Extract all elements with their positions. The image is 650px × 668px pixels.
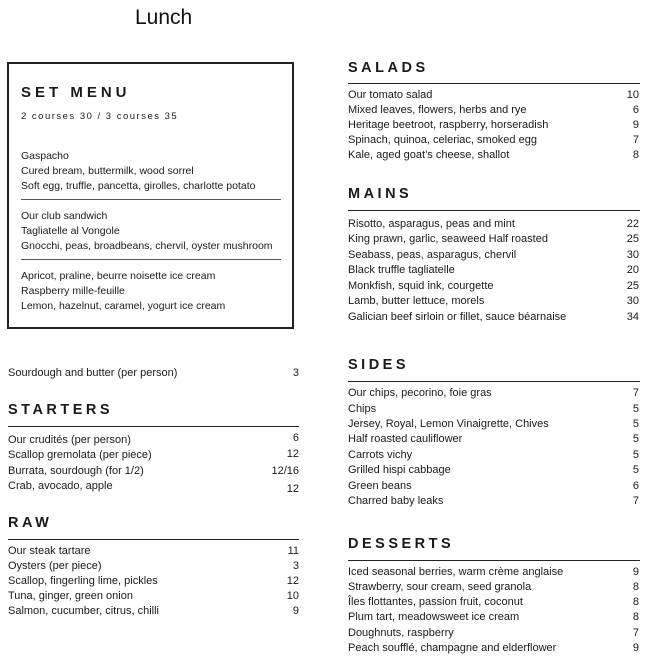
sides-item: Jersey, Royal, Lemon Vinaigrette, Chives: [348, 418, 549, 430]
set-menu-item: Soft egg, truffle, pancetta, girolles, charlotte potato: [21, 180, 256, 192]
starters-price: 12: [286, 483, 299, 495]
mains-price: 30: [626, 295, 639, 307]
raw-price: 11: [287, 545, 299, 557]
starters-rule: [8, 426, 299, 427]
set-menu-heading: SET MENU: [21, 84, 131, 101]
raw-heading: RAW: [8, 515, 53, 531]
desserts-price: 8: [632, 581, 639, 593]
sides-price: 5: [632, 433, 639, 445]
sides-item: Green beans: [348, 480, 412, 492]
raw-price: 10: [286, 590, 299, 602]
set-menu-item: Apricot, praline, beurre noisette ice cream: [21, 270, 216, 282]
set-menu-divider: [21, 199, 281, 200]
bread-price: 3: [292, 367, 299, 379]
raw-item: Our steak tartare: [8, 545, 91, 557]
sides-item: Charred baby leaks: [348, 495, 444, 507]
set-menu-divider: [21, 259, 281, 260]
raw-item: Scallop, fingerling lime, pickles: [8, 575, 158, 587]
desserts-item: Strawberry, sour cream, seed granola: [348, 581, 532, 593]
desserts-rule: [348, 560, 640, 561]
salads-item: Mixed leaves, flowers, herbs and rye: [348, 104, 527, 116]
starters-heading: STARTERS: [8, 402, 114, 418]
set-menu-item: Raspberry mille-feuille: [21, 285, 125, 297]
sides-price: 5: [632, 403, 639, 415]
mains-heading: MAINS: [348, 186, 413, 202]
bread-item: Sourdough and butter (per person): [8, 367, 178, 379]
desserts-item: Peach soufflé, champagne and elderflower: [348, 642, 557, 654]
desserts-price: 8: [632, 611, 639, 623]
sides-price: 5: [632, 464, 639, 476]
desserts-price: 9: [632, 642, 639, 654]
salads-price: 8: [632, 149, 639, 161]
sides-item: Half roasted cauliflower: [348, 433, 463, 445]
starters-item: Burrata, sourdough (for 1/2): [8, 465, 144, 477]
starters-price: 6: [292, 432, 299, 444]
starters-price: 12/16: [271, 465, 299, 477]
starters-item: Scallop gremolata (per piece): [8, 449, 152, 461]
set-menu-item: Gnocchi, peas, broadbeans, chervil, oyster mushroom: [21, 240, 273, 252]
mains-price: 22: [626, 218, 639, 230]
mains-item: Risotto, asparagus, peas and mint: [348, 218, 515, 230]
raw-item: Oysters (per piece): [8, 560, 102, 572]
starters-price: 12: [286, 448, 299, 460]
mains-price: 20: [626, 264, 639, 276]
sides-price: 5: [632, 418, 639, 430]
sides-heading: SIDES: [348, 357, 410, 373]
set-menu-item: Gaspacho: [21, 150, 69, 162]
mains-price: 25: [626, 233, 639, 245]
raw-rule: [8, 539, 299, 540]
desserts-price: 7: [632, 627, 639, 639]
raw-item: Salmon, cucumber, citrus, chilli: [8, 605, 159, 617]
desserts-item: Iced seasonal berries, warm crème anglaise: [348, 566, 564, 578]
salads-item: Kale, aged goat’s cheese, shallot: [348, 149, 510, 161]
sides-item: Our chips, pecorino, foie gras: [348, 387, 492, 399]
salads-price: 10: [626, 89, 639, 101]
set-menu-pricing: 2 courses 30 / 3 courses 35: [21, 111, 179, 122]
raw-price: 12: [286, 575, 299, 587]
salads-price: 9: [632, 119, 639, 131]
desserts-price: 8: [632, 596, 639, 608]
set-menu-item: Tagliatelle al Vongole: [21, 225, 120, 237]
salads-item: Our tomato salad: [348, 89, 433, 101]
set-menu-item: Lemon, hazelnut, caramel, yogurt ice cream: [21, 300, 226, 312]
salads-price: 7: [632, 134, 639, 146]
mains-item: Galician beef sirloin or fillet, sauce béarnaise: [348, 311, 567, 323]
salads-item: Spinach, quinoa, celeriac, smoked egg: [348, 134, 537, 146]
raw-item: Tuna, ginger, green onion: [8, 590, 133, 602]
sides-item: Grilled hispi cabbage: [348, 464, 451, 476]
page-title: Lunch: [135, 6, 193, 29]
set-menu-item: Cured bream, buttermilk, wood sorrel: [21, 165, 194, 177]
sides-price: 5: [632, 449, 639, 461]
desserts-price: 9: [632, 566, 639, 578]
starters-item: Crab, avocado, apple: [8, 480, 113, 492]
set-menu-item: Our club sandwich: [21, 210, 108, 222]
salads-price: 6: [632, 104, 639, 116]
sides-item: Chips: [348, 403, 377, 415]
set-menu-box: [7, 62, 294, 329]
mains-item: Seabass, peas, asparagus, chervil: [348, 249, 517, 261]
mains-item: Black truffle tagliatelle: [348, 264, 455, 276]
sides-rule: [348, 381, 640, 382]
mains-price: 34: [626, 311, 639, 323]
sides-price: 7: [632, 387, 639, 399]
sides-item: Carrots vichy: [348, 449, 413, 461]
starters-item: Our crudités (per person): [8, 434, 131, 446]
desserts-item: Doughnuts, raspberry: [348, 627, 454, 639]
mains-item: King prawn, garlic, seaweed Half roasted: [348, 233, 548, 245]
salads-rule: [348, 83, 640, 84]
mains-price: 25: [626, 280, 639, 292]
desserts-heading: DESSERTS: [348, 536, 455, 552]
mains-item: Lamb, butter lettuce, morels: [348, 295, 485, 307]
desserts-item: Plum tart, meadowsweet ice cream: [348, 611, 520, 623]
raw-price: 3: [292, 560, 299, 572]
raw-price: 9: [292, 605, 299, 617]
salads-item: Heritage beetroot, raspberry, horseradish: [348, 119, 549, 131]
sides-price: 7: [632, 495, 639, 507]
salads-heading: SALADS: [348, 60, 429, 76]
desserts-item: Îles flottantes, passion fruit, coconut: [348, 596, 523, 608]
mains-rule: [348, 210, 640, 211]
mains-price: 30: [626, 249, 639, 261]
mains-item: Monkfish, squid ink, courgette: [348, 280, 494, 292]
sides-price: 6: [632, 480, 639, 492]
